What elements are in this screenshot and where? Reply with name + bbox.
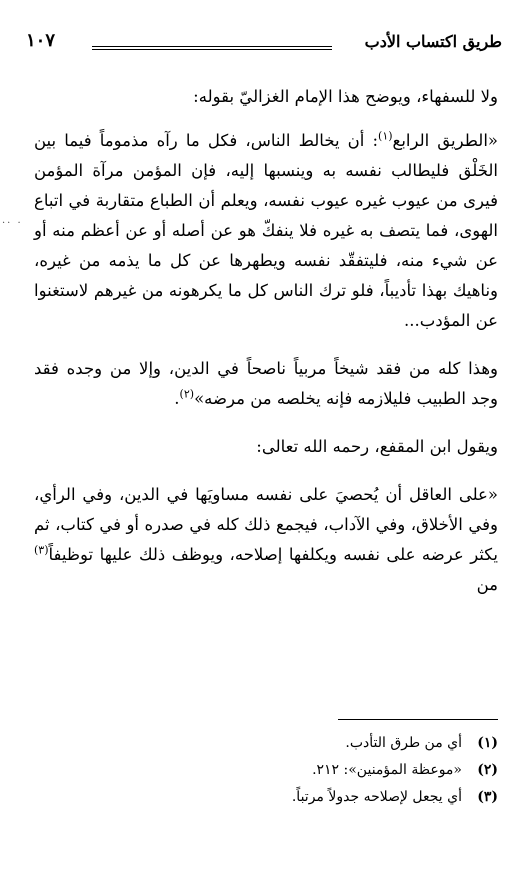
footnote-item <box>40 784 498 811</box>
quote-opening: «الطريق الرابع <box>392 131 498 150</box>
paragraph-quote-ibn-muqaffa <box>34 480 498 600</box>
quote-body: : أن يخالط الناس، فكل ما رآه مذموماً فيما بين الخَلْق فليطالب نفسه به وينسبها إليه، فإن المؤمن مرآة المؤمن فيرى من عيوب غيره عيوب نفسه، ويعلم أن الطباع متقاربة في اتباع الهوى، فما يتصف به غيره فلا ينفكّ هو عن أصله أو عن أعظم منه أو عن شيء منه، فليتفقّد نفسه ويطهرها عن كل ما يذمه من غيره، وناهيك بهذا تأديباً، فلو ترك الناس كل ما يكرهونه من غيرهم لاستغنوا عن المؤدب... <box>34 131 498 330</box>
page-number: ١٠٧ <box>26 30 56 51</box>
paragraph-quote-ghazali <box>34 126 498 336</box>
running-header <box>26 30 502 64</box>
footnote-ref-1[interactable]: (١) <box>378 129 393 143</box>
footnote-number: (٣) <box>477 789 498 805</box>
footnote-item <box>40 730 498 757</box>
footnote-text: «موعظة المؤمنين»: ٢١٢. <box>312 762 462 778</box>
paragraph-quote-continued <box>34 354 498 414</box>
paragraph-intro: ولا للسفهاء، ويوضح هذا الإمام الغزاليّ بقوله: <box>193 87 498 106</box>
quote-continued-text: وهذا كله من فقد شيخاً مربياً ناصحاً في الدين، وإلا من وجده فقد وجد الطبيب فليلازمه فإنه يخلصه من مرضه» <box>34 359 498 408</box>
footnote-text: أي يجعل لإصلاحه جدولاً مرتباً. <box>291 789 462 805</box>
header-rule <box>92 46 332 50</box>
footnote-item <box>40 757 498 784</box>
paragraph-ibn-muqaffa-intro: ويقول ابن المقفع، رحمه الله تعالى: <box>256 437 498 456</box>
quote-ibn-muqaffa-text: «على العاقل أن يُحصيَ على نفسه مساويَها في الدين، وفي الرأي، وفي الأخلاق، وفي الآداب، فيجمع ذلك كله في صدره أو في كتاب، ثم يكثر عرضه على نفسه ويكلفها إصلاحه، ويوظف ذلك عليها توظيفاً <box>34 485 498 564</box>
footnotes <box>40 730 498 811</box>
running-header-title: طريق اكتساب الأدب <box>364 32 502 51</box>
footnote-rule <box>338 719 498 720</box>
quote-continued-end: . <box>174 389 180 408</box>
main-text <box>34 82 498 600</box>
footnote-number: (١) <box>477 735 498 751</box>
footnote-number: (٢) <box>477 762 498 778</box>
footnote-ref-3[interactable]: (٣) <box>34 543 49 557</box>
footnote-ref-2[interactable]: (٢) <box>179 387 195 401</box>
margin-marks: ·· · <box>2 218 23 229</box>
footnote-text: أي من طرق التأدب. <box>345 735 462 751</box>
quote-ibn-muqaffa-end: من <box>476 575 498 594</box>
